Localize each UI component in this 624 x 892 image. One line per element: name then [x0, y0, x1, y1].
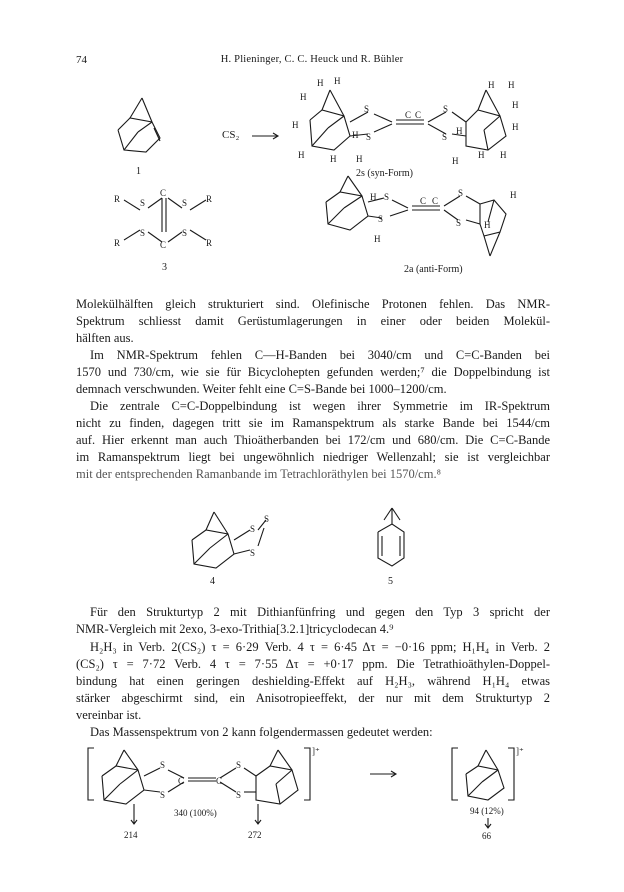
- peak-340: 340 (100%): [174, 808, 217, 818]
- label-h-left: H: [300, 92, 307, 102]
- label-c-c3-1: C: [160, 188, 167, 198]
- label-c1: C: [405, 110, 412, 120]
- fragmentation-arrow: [370, 771, 396, 777]
- label-h-r3: H: [512, 100, 519, 110]
- paragraph-5: [76, 639, 550, 724]
- text-line: NMR-Vergleich mit 2exo, 3-exo-Trithia[3.2.1]tricyclodecan 4.⁹: [76, 622, 394, 636]
- peak-214: 214: [124, 830, 138, 840]
- label-s4: S: [442, 132, 448, 142]
- text-line: (CS₂) τ = 7·72 Verb. 4 τ = 7·55 Δτ = +0·17 ppm. Die Tetrathioäthylen-Doppel-: [76, 657, 550, 671]
- label-c-a1: C: [420, 196, 427, 206]
- label-r4: R: [206, 238, 213, 248]
- label-h2-bottom: H: [298, 150, 305, 160]
- label-ms-s3: S: [236, 760, 242, 770]
- label-h-a2: H: [510, 190, 517, 200]
- label-r3: R: [114, 238, 121, 248]
- page-number: 74: [76, 54, 87, 66]
- paragraph-4: [76, 604, 550, 638]
- label-ms-s1: S: [160, 760, 166, 770]
- text-line: bindung hat einen geringen deshielding-Effekt auf H₂H₃, während H₁H₄ etwas: [76, 674, 550, 688]
- label-s-a2: S: [378, 214, 384, 224]
- label-h3: H: [352, 130, 359, 140]
- label-r1: R: [114, 194, 121, 204]
- label-ms-c2: C: [216, 776, 223, 786]
- charge-right: ]⁺: [516, 746, 524, 756]
- compound-5-structure: [378, 508, 404, 566]
- label-s3: S: [443, 104, 449, 114]
- structures-4-5: [0, 502, 624, 588]
- label-s-a3: S: [458, 188, 464, 198]
- label-s1: S: [364, 104, 370, 114]
- text-line: Im NMR-Spektrum fehlen C—H-Banden bei 3040/cm und C=C-Banden bei: [90, 348, 550, 362]
- label-h-a3: H: [484, 220, 491, 230]
- label-ms-s4: S: [236, 790, 242, 800]
- label-h-r4: H: [456, 126, 463, 136]
- label-h2-right: H: [512, 122, 519, 132]
- mass-spectrum-scheme: [0, 744, 624, 844]
- reaction-scheme-1: [0, 72, 624, 282]
- reaction-arrow: [252, 133, 278, 139]
- label-h2-r-bottom: H: [500, 150, 507, 160]
- label-s-a4: S: [456, 218, 462, 228]
- label-c2: C: [415, 110, 422, 120]
- label-h-r1: H: [488, 80, 495, 90]
- label-compound-3: 3: [162, 262, 167, 273]
- label-h-a4: H: [374, 234, 381, 244]
- label-h-r2: H: [508, 80, 515, 90]
- charge-left: ]⁺: [312, 746, 320, 756]
- text-line: 1570 und 730/cm, wie sie für Bicyclohepten gefunden werden;⁷ die Doppelbindung ist: [76, 365, 550, 379]
- compound-3-structure: [124, 198, 206, 242]
- label-s-c3-4: S: [182, 228, 188, 238]
- label-s2: S: [366, 132, 372, 142]
- text-line: vereinbar ist.: [76, 708, 142, 722]
- label-compound-2s: 2s (syn-Form): [356, 168, 413, 179]
- paragraph-1: [76, 296, 550, 347]
- label-h-2: H: [356, 154, 363, 164]
- label-h7: H: [317, 78, 324, 88]
- label-ms-s2: S: [160, 790, 166, 800]
- text-line: nicht zu finden, dagegen tritt sie im Ramanspektrum als starke Bande bei 1544/cm: [76, 416, 550, 430]
- label-h-r5: H: [452, 156, 459, 166]
- label-compound-1: 1: [136, 166, 141, 177]
- text-line: auf. Hier erkennt man auch Thioätherbanden bei 172/cm und 680/cm. Die C=C-Bande: [76, 433, 550, 447]
- text-line: H₂H₃ in Verb. 2(CS₂) τ = 6·29 Verb. 4 τ = 6·45 Δτ = −0·16 ppm; H₁H₄ in Verb. 2: [90, 640, 550, 654]
- label-s-4c: S: [250, 548, 256, 558]
- label-ms-c1: C: [178, 776, 185, 786]
- compound-1-structure: [118, 98, 160, 152]
- text-line: Für den Strukturtyp 2 mit Dithianfünfring und gegen den Typ 3 spricht der: [90, 605, 550, 619]
- label-s-4a: S: [250, 524, 256, 534]
- label-compound-4: 4: [210, 576, 215, 587]
- text-line: hälften aus.: [76, 331, 134, 345]
- reagent-cs2: CS₂: [222, 129, 240, 141]
- text-line: Das Massenspektrum von 2 kann folgendermassen gedeutet werden:: [90, 725, 433, 739]
- label-s-4b: S: [264, 514, 270, 524]
- text-line: Molekülhälften gleich strukturiert sind. Olefinische Protonen fehlen. Das NMR-: [76, 297, 550, 311]
- label-h2-left: H: [292, 120, 299, 130]
- fragment-arrow-66: [485, 818, 491, 828]
- label-s-a1: S: [384, 192, 390, 202]
- label-compound-5: 5: [388, 576, 393, 587]
- label-h-bottom: H: [330, 154, 337, 164]
- peak-66: 66: [482, 831, 491, 841]
- compound-2-ms-structure: [102, 750, 298, 804]
- label-r2: R: [206, 194, 213, 204]
- label-c-c3-2: C: [160, 240, 167, 250]
- running-head: H. Pliening⁠er, C. C. Heuck und R. Bühler: [220, 54, 404, 65]
- compound-2a-structure: [326, 176, 506, 256]
- label-compound-2a: 2a (anti-Form): [404, 264, 463, 275]
- label-s-c3-2: S: [182, 198, 188, 208]
- label-s-c3-3: S: [140, 228, 146, 238]
- label-h-a1: H: [370, 192, 377, 202]
- text-line: Die zentrale C=C-Doppelbindung ist wegen ihrer Symmetrie im IR-Spektrum: [90, 399, 550, 413]
- text-line: mit der entsprechenden Ramanbande im Tetrachloräthylen bei 1570/cm.⁸: [76, 467, 441, 481]
- label-h7prime: H: [334, 76, 341, 86]
- compound-2s-structure: [310, 90, 506, 150]
- text-line: Spektrum schliesst damit Gerüstumlagerungen in einer oder beiden Molekül-: [76, 314, 550, 328]
- peak-94: 94 (12%): [470, 806, 504, 816]
- fragment-arrow-214: [131, 804, 137, 824]
- paragraph-6: [76, 724, 550, 741]
- norbornane-fragment-structure: [466, 750, 504, 800]
- text-line: im Ramanspektrum liegt bei ungewöhnlich niedriger Wellenzahl; sie ist vergleichbar: [76, 450, 550, 464]
- label-h-r6: H: [478, 150, 485, 160]
- page-header: [0, 54, 624, 70]
- paragraph-3: [76, 398, 550, 483]
- fragment-arrow-272: [255, 804, 261, 824]
- peak-272: 272: [248, 830, 262, 840]
- text-line: stärker abgeschirmt sind, ein Anisotropieeffekt, der nur mit dem Strukturtyp 2: [76, 691, 550, 705]
- label-s-c3-1: S: [140, 198, 146, 208]
- compound-4-structure: [192, 512, 266, 568]
- paragraph-2: [76, 347, 550, 398]
- label-c-a2: C: [432, 196, 439, 206]
- text-line: demnach verschwunden. Weiter fehlt eine C=S-Bande bei 1000–1200/cm.: [76, 382, 447, 396]
